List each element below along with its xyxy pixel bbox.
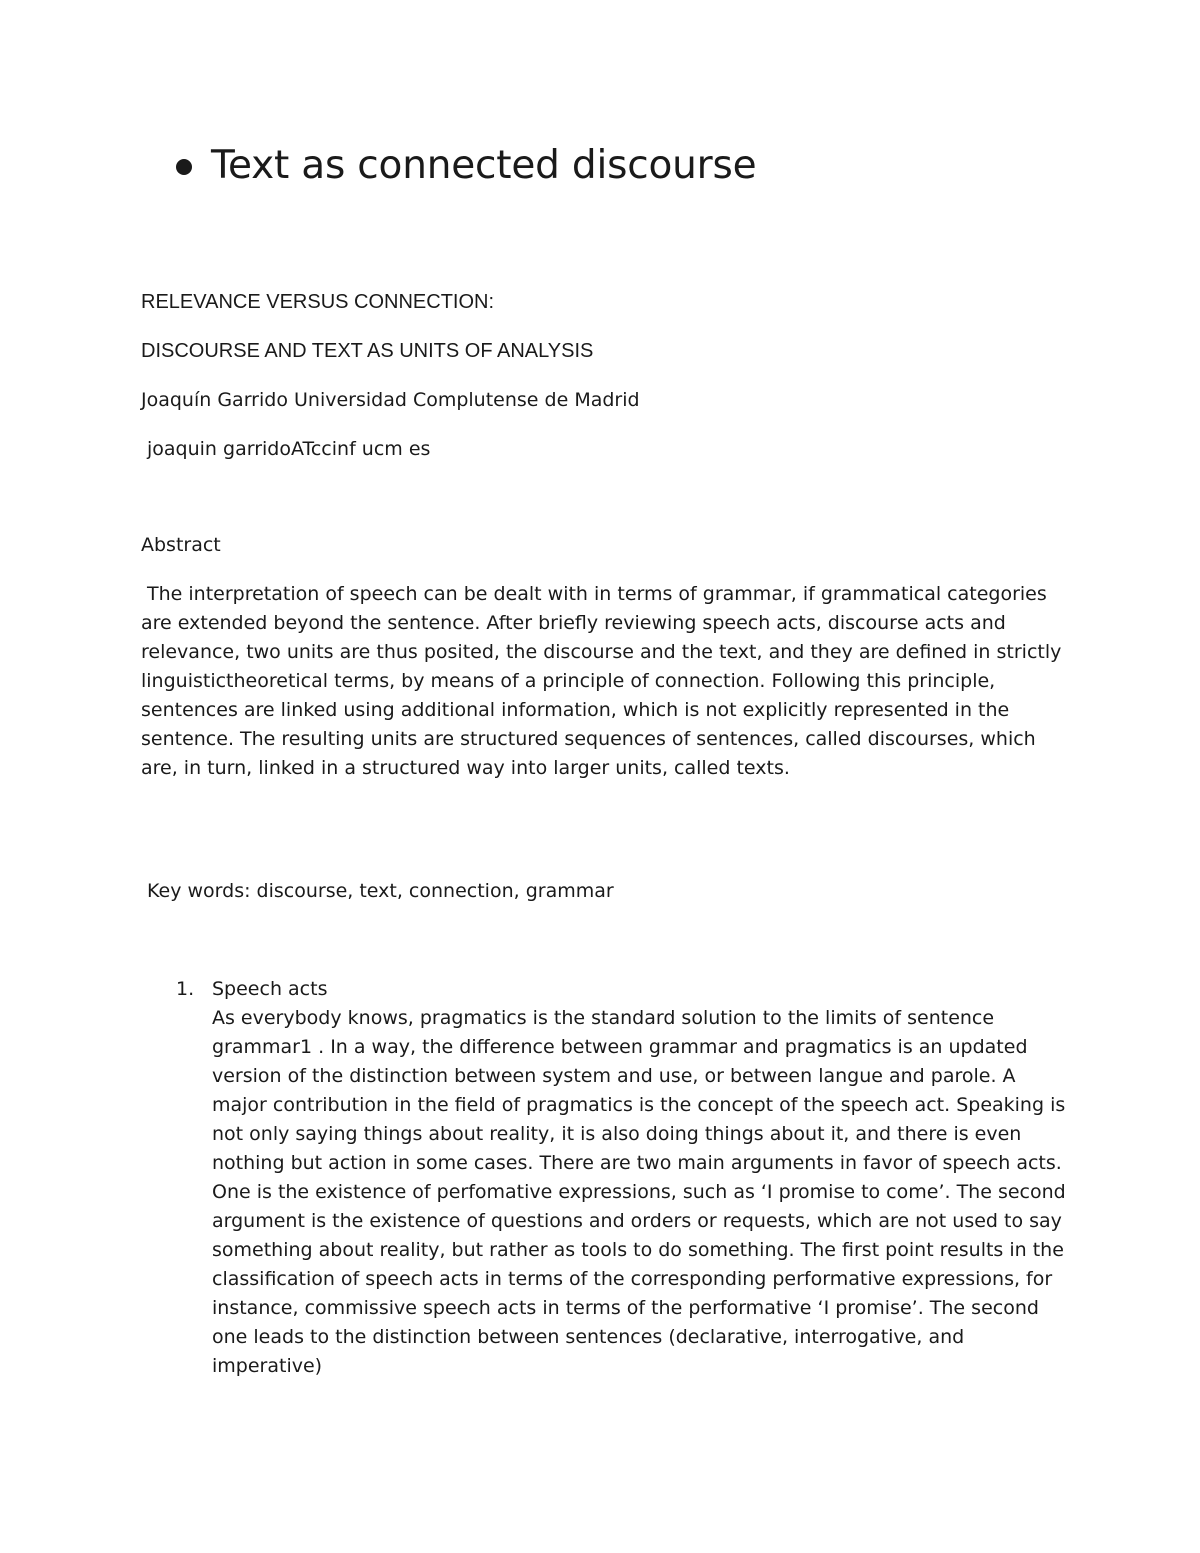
email-line: joaquin garridoATccinf ucm es: [147, 438, 431, 460]
bullet-icon: [176, 159, 192, 175]
heading-text: Text as connected discourse: [211, 143, 757, 188]
abstract-body: [141, 580, 1071, 783]
title-line-1: RELEVANCE VERSUS CONNECTION:: [141, 291, 495, 313]
title-line-2: DISCOURSE AND TEXT AS UNITS OF ANALYSIS: [141, 340, 594, 362]
section-content: [212, 975, 1072, 1381]
author-line: Joaquín Garrido Universidad Complutense de Madrid: [141, 389, 640, 411]
section-body: As everybody knows, pragmatics is the standard solution to the limits of sentence grammar1 . In a way, the difference between grammar and pragmatics is an updated version of the distinction between system and use, or between langue and parole. A major contribution in the field of pragmatics is the concept of the speech act. Speaking is not only saying things about reality, it is also doing things about it, and there is even nothing but action in some cases. There are two main arguments in favor of speech acts. One is the existence of perfomative expressions, such as ‘I promise to come’. The second argument is the existence of questions and orders or requests, which are not used to say something about reality, but rather as tools to do something. The first point results in the classification of speech acts in terms of the corresponding performative expressions, for instance, commissive speech acts in terms of the performative ‘I promise’. The second one leads to the distinction between sentences (declarative, interrogative, and imperative): [212, 1007, 1066, 1377]
abstract-label: Abstract: [141, 534, 221, 556]
keywords-line: Key words: discourse, text, connection, grammar: [147, 880, 614, 902]
section-number: 1.: [176, 978, 195, 1000]
document-heading: [176, 140, 756, 192]
abstract-paragraph: The interpretation of speech can be dealt with in terms of grammar, if grammatical categories are extended beyond the sentence. After briefly reviewing speech acts, discourse acts and relevance, two units are thus posited, the discourse and the text, and they are defined in strictly linguistictheoretical terms, by means of a principle of connection. Following this principle, sentences are linked using additional information, which is not explicitly represented in the sentence. The resulting units are structured sequences of sentences, called discourses, which are, in turn, linked in a structured way into larger units, called texts.: [141, 583, 1062, 779]
section-title: Speech acts: [212, 978, 328, 1000]
